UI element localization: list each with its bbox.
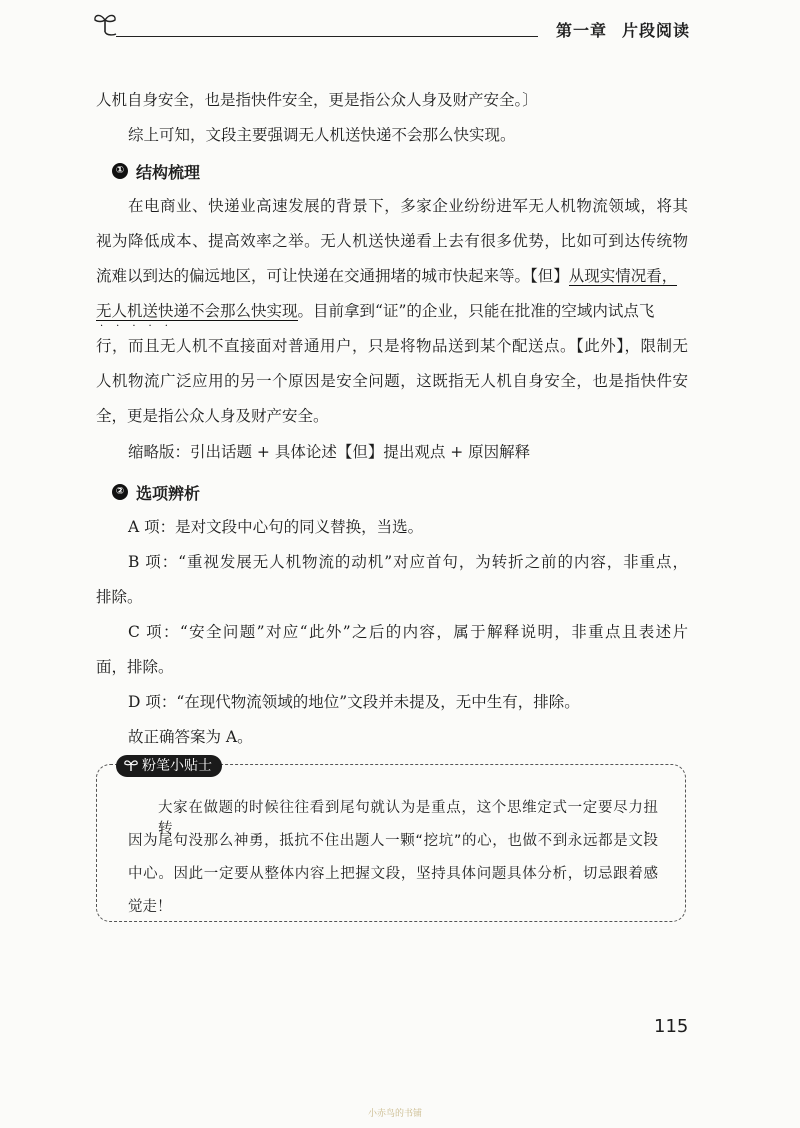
underlined-key-sentence: 从现实情况看， [568, 267, 678, 285]
header-section: 片段阅读 [622, 21, 691, 40]
option-c-line: 面，排除。 [96, 658, 174, 676]
summary-line: 缩略版：引出话题 + 具体论述【但】提出观点 + 原因解释 [128, 443, 531, 461]
tip-line: 因为尾句没那么神勇，抵抗不住出题人一颗“挖坑”的心，也做不到永远都是文段 [128, 833, 658, 849]
watermark: 小赤鸟的书铺 [368, 1109, 423, 1119]
text-line: 在电商业、快递业高速发展的背景下，多家企业纷纷进军无人机物流领域，将其 [128, 197, 688, 215]
text-segment: 流难以到达的偏远地区，可让快递在交通拥堵的城市快起来等。【但】 [96, 267, 569, 285]
header-chapter: 第一章 [556, 21, 608, 40]
text-line: 视为降低成本、提高效率之举。无人机送快递看上去有很多优势，比如可到达传统物 [96, 232, 688, 250]
tip-label [116, 755, 222, 777]
tip-line: 觉走！ [128, 899, 172, 915]
number-one-icon: ① [112, 163, 128, 179]
text-line [96, 264, 677, 286]
option-b-line: B 项：“重视发展无人机物流的动机”对应首句，为转折之前的内容，非重点， [128, 553, 688, 571]
option-b-line: 排除。 [96, 588, 143, 606]
option-d-line: D 项：“在现代物流领域的地位”文段并未提及，无中生有，排除。 [128, 693, 580, 711]
text-line: 人机自身安全，也是指快件安全，更是指公众人身及财产安全。〕 [96, 91, 538, 109]
underlined-key-sentence: 无人机送快递不会那么快实现 [96, 302, 298, 320]
section-heading-structure: 结构梳理 [136, 163, 201, 182]
header-rule [116, 36, 538, 37]
emphasis-dots: ····· [100, 321, 181, 332]
text-line: 行，而且无人机不直接面对普通用户，只是将物品送到某个配送点。【此外】，限制无 [96, 337, 688, 355]
section-heading-options: 选项辨析 [136, 484, 201, 503]
text-line: 全，更是指公众人身及财产安全。 [96, 407, 329, 425]
tip-line: 大家在做题的时候往往看到尾句就认为是重点，这个思维定式一定要尽力扭转， [158, 800, 658, 837]
answer-line: 故正确答案为 A。 [128, 728, 253, 746]
option-c-line: C 项：“安全问题”对应“此外”之后的内容，属于解释说明，非重点且表述片 [128, 623, 688, 641]
text-line: 综上可知，文段主要强调无人机送快递不会那么快实现。 [128, 126, 516, 144]
sprout-icon [92, 10, 118, 34]
text-line: 人机物流广泛应用的另一个原因是安全问题，这既指无人机自身安全，也是指快件安 [96, 372, 688, 390]
page-number: 115 [654, 1016, 689, 1037]
tip-label-text: 粉笔小贴士 [142, 758, 212, 774]
tip-line: 中心。因此一定要从整体内容上把握文段，坚持具体问题具体分析，切忌跟着感 [128, 866, 658, 882]
sprout-icon [124, 758, 138, 772]
number-two-icon: ② [112, 484, 128, 500]
text-line [96, 299, 654, 321]
text-segment: 。目前拿到“证”的企业，只能在批准的空域内试点飞 [297, 302, 655, 320]
option-a-line: A 项：是对文段中心句的同义替换，当选。 [128, 518, 424, 536]
